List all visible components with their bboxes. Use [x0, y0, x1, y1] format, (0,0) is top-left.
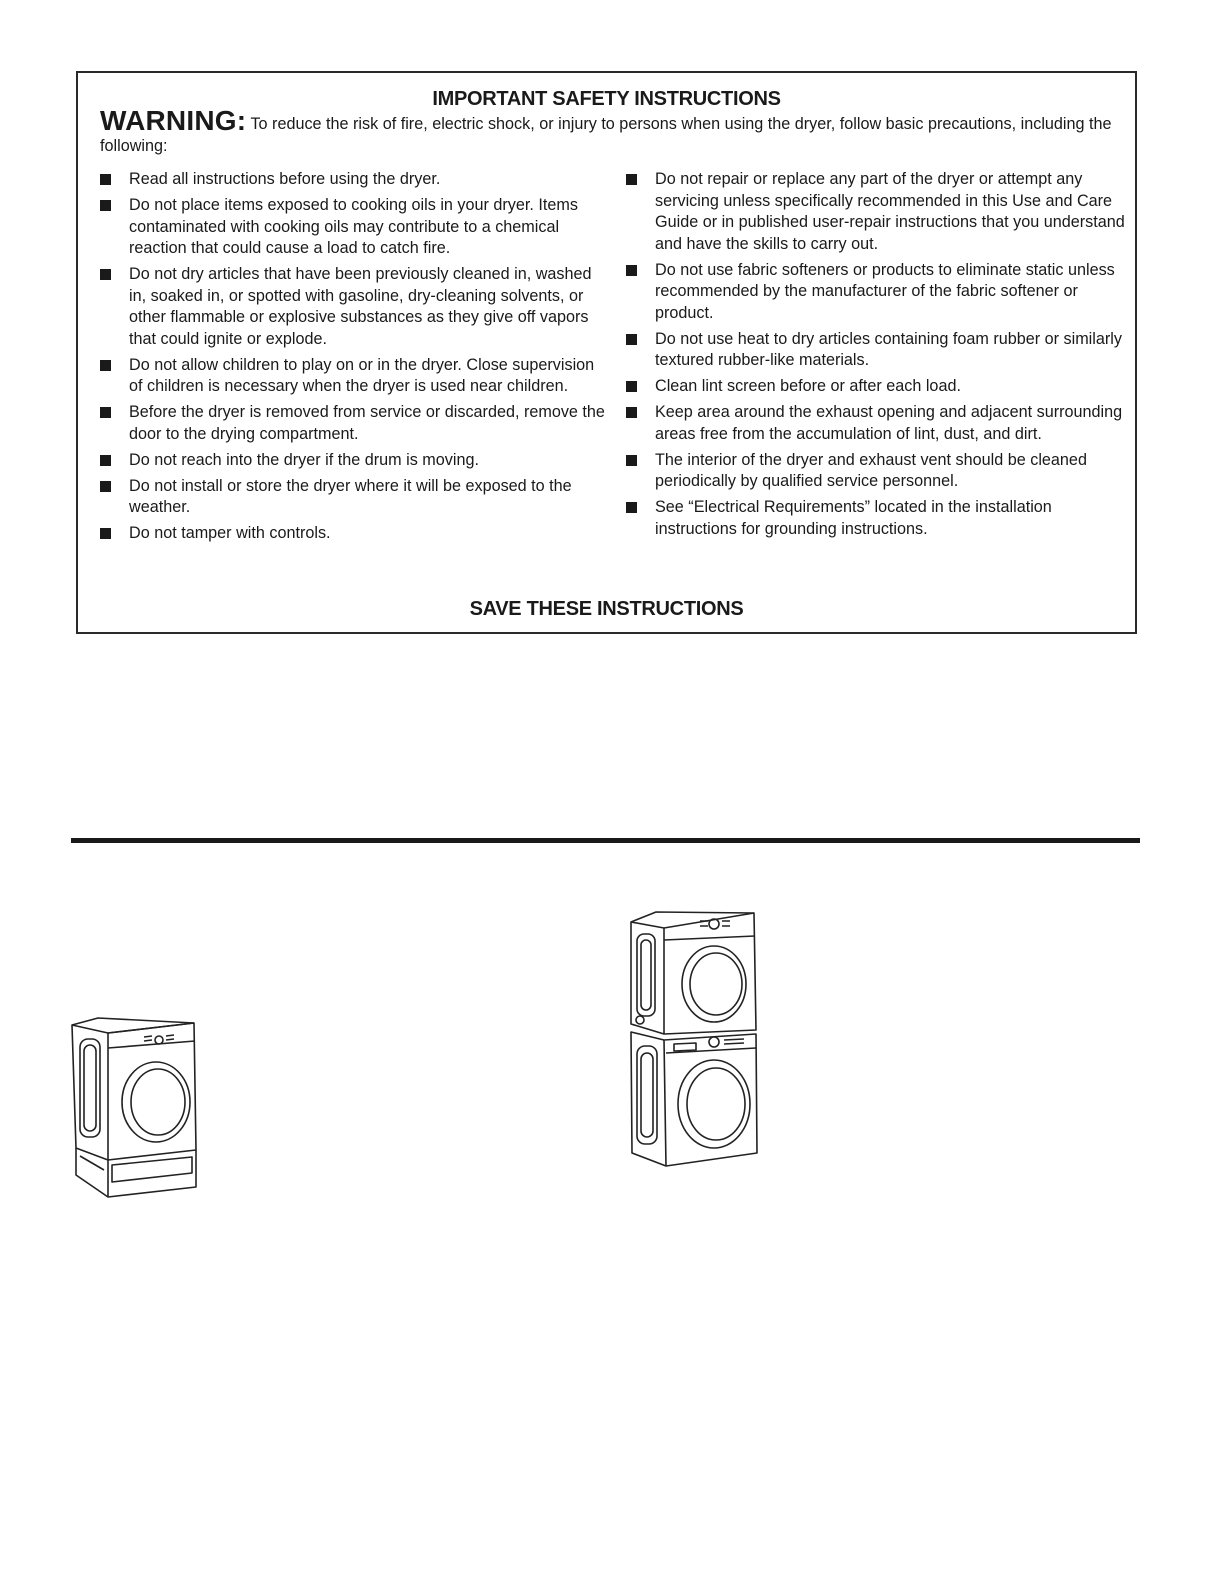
square-bullet-icon — [100, 174, 111, 185]
right-instruction-list — [626, 169, 1126, 545]
list-item: Do not repair or replace any part of the dryer or attempt any servicing unless specifically recommended in this Use and Care Guide or in published user-repair instructions that you understand and have the skills to carry out. — [626, 169, 1126, 255]
list-item: See “Electrical Requirements” located in the installation instructions for grounding instructions. — [626, 497, 1126, 540]
stacked-washer-dryer-icon — [626, 908, 762, 1170]
safety-title: IMPORTANT SAFETY INSTRUCTIONS — [432, 88, 781, 110]
warning-label: WARNING: — [100, 105, 247, 136]
square-bullet-icon — [626, 174, 637, 185]
list-item: Do not install or store the dryer where it will be exposed to the weather. — [100, 476, 605, 519]
list-item: Do not tamper with controls. — [100, 523, 605, 545]
save-instructions-title: SAVE THESE INSTRUCTIONS — [469, 598, 744, 620]
list-item: Do not allow children to play on or in the dryer. Close supervision of children is necessary when the dryer is used near children. — [100, 355, 605, 398]
list-item: Before the dryer is removed from service or discarded, remove the door to the drying compartment. — [100, 402, 605, 445]
list-item: Do not reach into the dryer if the drum is moving. — [100, 450, 605, 472]
list-item: Read all instructions before using the dryer. — [100, 169, 605, 191]
list-item: Do not place items exposed to cooking oils in your dryer. Items contaminated with cooking oils may contribute to a chemical reaction that could cause a load to catch fire. — [100, 195, 605, 260]
square-bullet-icon — [100, 360, 111, 371]
square-bullet-icon — [100, 407, 111, 418]
warning-statement — [100, 105, 1117, 157]
list-item: The interior of the dryer and exhaust vent should be cleaned periodically by qualified service personnel. — [626, 450, 1126, 493]
section-divider — [71, 838, 1140, 843]
left-instruction-list — [100, 169, 605, 549]
square-bullet-icon — [100, 481, 111, 492]
square-bullet-icon — [626, 455, 637, 466]
warning-text: To reduce the risk of fire, electric shock, or injury to persons when using the dryer, follow basic precautions, including the following: — [100, 115, 1112, 155]
square-bullet-icon — [626, 265, 637, 276]
list-item: Clean lint screen before or after each load. — [626, 376, 1126, 398]
list-item: Do not use fabric softeners or products to eliminate static unless recommended by the manufacturer of the fabric softener or product. — [626, 260, 1126, 325]
square-bullet-icon — [626, 381, 637, 392]
square-bullet-icon — [100, 200, 111, 211]
square-bullet-icon — [626, 407, 637, 418]
square-bullet-icon — [626, 502, 637, 513]
safety-instructions-box — [76, 71, 1137, 634]
list-item: Keep area around the exhaust opening and adjacent surrounding areas free from the accumulation of lint, dust, and dirt. — [626, 402, 1126, 445]
square-bullet-icon — [100, 269, 111, 280]
square-bullet-icon — [100, 528, 111, 539]
list-item: Do not use heat to dry articles containing foam rubber or similarly textured rubber-like materials. — [626, 329, 1126, 372]
dryer-on-pedestal-icon — [68, 1015, 200, 1200]
list-item: Do not dry articles that have been previously cleaned in, washed in, soaked in, or spotted with gasoline, dry-cleaning solvents, or other flammable or explosive substances as they give off vapors that could ignite or explode. — [100, 264, 605, 350]
square-bullet-icon — [100, 455, 111, 466]
square-bullet-icon — [626, 334, 637, 345]
